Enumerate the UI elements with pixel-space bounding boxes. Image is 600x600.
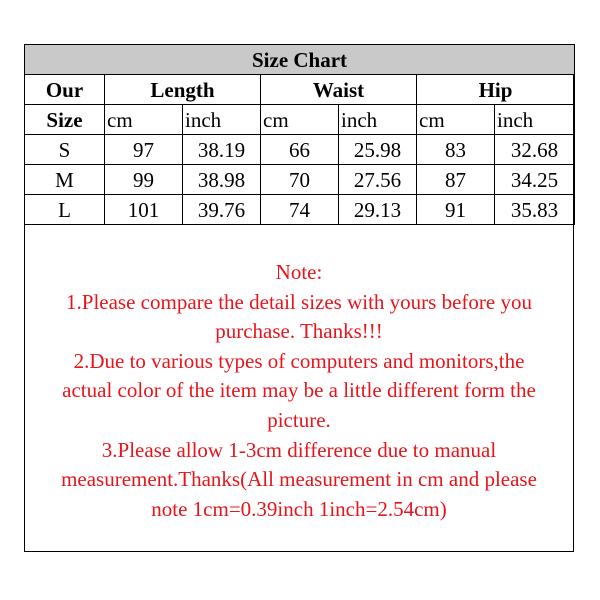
size-label: M (25, 165, 105, 195)
table-cell: 74 (261, 195, 339, 225)
unit-header: cm (261, 105, 339, 135)
unit-header-row (25, 105, 575, 135)
table-row (25, 165, 575, 195)
size-header-size: Size (25, 105, 105, 135)
note-line: 2.Due to various types of computers and monitors,the (73, 348, 525, 373)
size-header-our: Our (25, 75, 105, 105)
table-cell: 97 (105, 135, 183, 165)
group-header-hip: Hip (417, 75, 575, 105)
table-title: Size Chart (25, 45, 575, 75)
title-row (25, 45, 575, 75)
table-cell: 35.83 (495, 195, 575, 225)
table-cell: 25.98 (339, 135, 417, 165)
unit-header: inch (495, 105, 575, 135)
table-cell: 38.98 (183, 165, 261, 195)
table-cell: 39.76 (183, 195, 261, 225)
table-row (25, 135, 575, 165)
unit-header: cm (417, 105, 495, 135)
size-chart-table (24, 44, 575, 225)
group-header-length: Length (105, 75, 261, 105)
table-cell: 38.19 (183, 135, 261, 165)
size-label: S (25, 135, 105, 165)
table-cell: 32.68 (495, 135, 575, 165)
unit-header: inch (183, 105, 261, 135)
table-cell: 29.13 (339, 195, 417, 225)
table-cell: 83 (417, 135, 495, 165)
note-heading: Note: (275, 260, 323, 284)
note-line: purchase. Thanks!!! (215, 319, 383, 344)
group-header-waist: Waist (261, 75, 417, 105)
table-cell: 34.25 (495, 165, 575, 195)
size-label: L (25, 195, 105, 225)
note-line: measurement.Thanks(All measurement in cm and please (61, 467, 537, 492)
group-header-row (25, 75, 575, 105)
unit-header: inch (339, 105, 417, 135)
note-line: picture. (267, 407, 331, 432)
table-cell: 87 (417, 165, 495, 195)
note-line: 1.Please compare the detail sizes with yours before you (66, 289, 532, 314)
table-row (25, 195, 575, 225)
note-line: actual color of the item may be a little different form the (62, 378, 536, 403)
note-line: note 1cm=0.39inch 1inch=2.54cm) (151, 496, 447, 521)
table-cell: 66 (261, 135, 339, 165)
unit-header: cm (105, 105, 183, 135)
table-cell: 27.56 (339, 165, 417, 195)
note-line: 3.Please allow 1-3cm difference due to manual (101, 437, 497, 462)
table-cell: 91 (417, 195, 495, 225)
table-cell: 101 (105, 195, 183, 225)
notes-block (30, 258, 568, 524)
table-cell: 70 (261, 165, 339, 195)
table-cell: 99 (105, 165, 183, 195)
